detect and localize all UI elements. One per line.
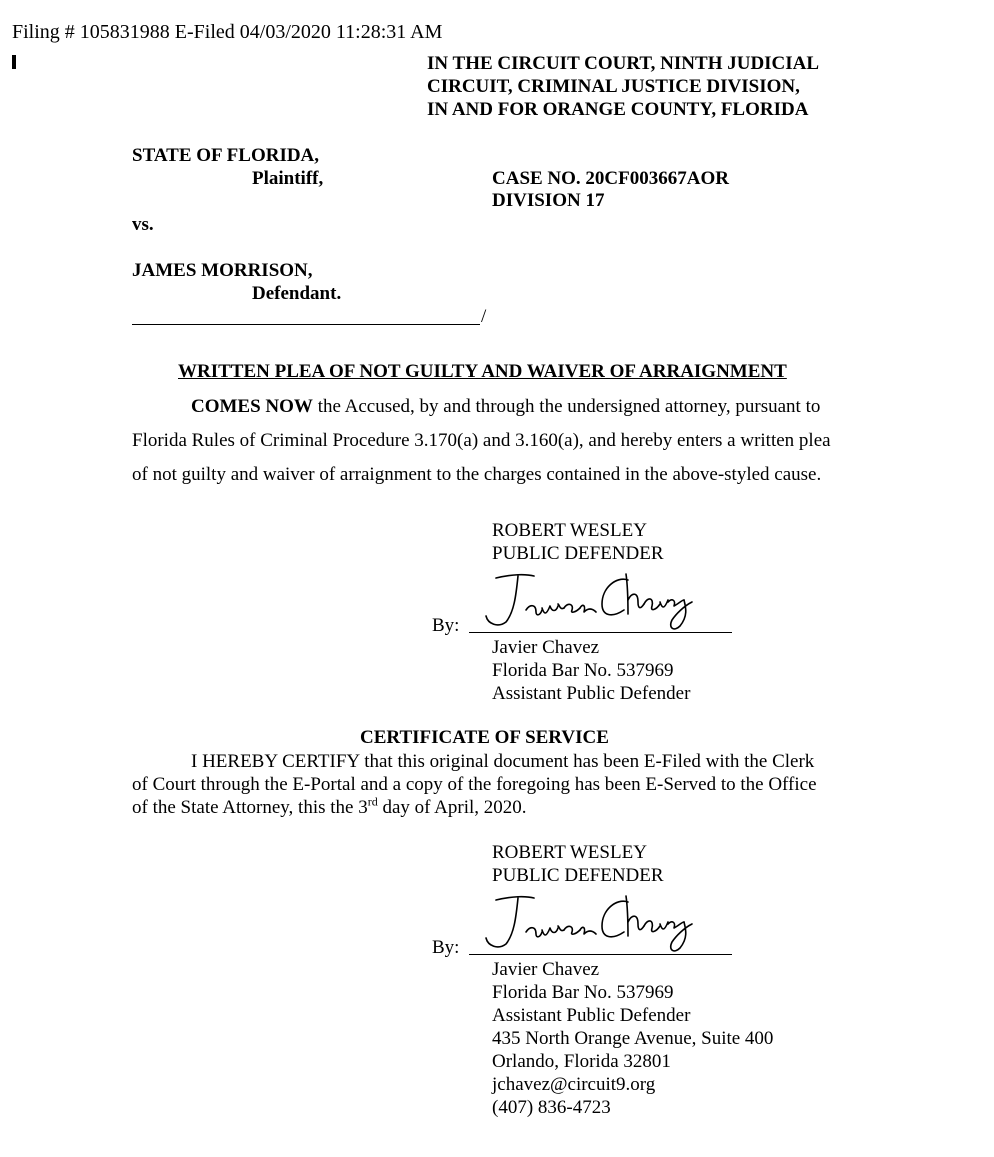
- plea-line-1-rest: the Accused, by and through the undersigned attorney, pursuant to: [312, 396, 821, 417]
- signature-line: [469, 954, 732, 955]
- caption-divider-line: [132, 324, 480, 325]
- certificate-title: CERTIFICATE OF SERVICE: [360, 727, 609, 748]
- versus-label: vs.: [132, 214, 154, 235]
- certificate-line-3-post: day of April, 2020.: [377, 797, 527, 818]
- attorney-name: Javier Chavez: [492, 959, 600, 980]
- signature-line: [469, 632, 732, 633]
- court-line: CIRCUIT, CRIMINAL JUSTICE DIVISION,: [427, 76, 800, 97]
- signature-block-2-attorney: [492, 958, 773, 1119]
- plaintiff-role: Plaintiff,: [252, 168, 324, 189]
- defendant-name: JAMES MORRISON,: [132, 260, 313, 281]
- court-line: IN AND FOR ORANGE COUNTY, FLORIDA: [427, 99, 809, 120]
- office-name: ROBERT WESLEY: [492, 520, 647, 541]
- caption-slash: /: [481, 306, 487, 327]
- attorney-signature: [478, 566, 698, 636]
- certificate-line-1: I HEREBY CERTIFY that this original document has been E-Filed with the Clerk: [191, 751, 815, 772]
- office-title: PUBLIC DEFENDER: [492, 865, 664, 886]
- plea-paragraph-line-3: of not guilty and waiver of arraignment to the charges contained in the above-styled cause.: [132, 464, 822, 485]
- by-label: By:: [432, 937, 460, 958]
- office-title: PUBLIC DEFENDER: [492, 543, 664, 564]
- plea-lead: COMES NOW: [191, 396, 313, 417]
- signature-block-2-office: [492, 841, 664, 887]
- division-number: DIVISION 17: [492, 190, 605, 211]
- phone: (407) 836-4723: [492, 1097, 611, 1118]
- certificate-line-3-pre: of the State Attorney, this the 3: [132, 797, 368, 818]
- signature-block-1-attorney: [492, 636, 690, 705]
- defendant-role: Defendant.: [252, 283, 342, 304]
- plea-paragraph-line-1: [191, 396, 820, 418]
- ordinal-suffix: rd: [367, 794, 378, 809]
- attorney-signature: [478, 888, 698, 958]
- attorney-title: Assistant Public Defender: [492, 1005, 691, 1026]
- bar-number: Florida Bar No. 537969: [492, 660, 674, 681]
- address-line-1: 435 North Orange Avenue, Suite 400: [492, 1028, 774, 1049]
- certificate-line-3: [132, 796, 527, 819]
- address-line-2: Orlando, Florida 32801: [492, 1051, 671, 1072]
- document-title: WRITTEN PLEA OF NOT GUILTY AND WAIVER OF ARRAIGNMENT: [178, 361, 787, 382]
- attorney-name: Javier Chavez: [492, 637, 600, 658]
- bar-number: Florida Bar No. 537969: [492, 982, 674, 1003]
- email: jchavez@circuit9.org: [492, 1074, 656, 1095]
- case-number: CASE NO. 20CF003667AOR: [492, 168, 729, 189]
- court-heading: [427, 52, 819, 121]
- filing-stamp: Filing # 105831988 E-Filed 04/03/2020 11:28:31 AM: [12, 21, 443, 43]
- plea-paragraph-line-2: Florida Rules of Criminal Procedure 3.170(a) and 3.160(a), and hereby enters a written plea: [132, 430, 831, 451]
- attorney-title: Assistant Public Defender: [492, 683, 691, 704]
- by-label: By:: [432, 615, 460, 636]
- plaintiff-name: STATE OF FLORIDA,: [132, 145, 320, 166]
- office-name: ROBERT WESLEY: [492, 842, 647, 863]
- signature-block-1-office: [492, 519, 664, 565]
- text-cursor-mark: [12, 55, 16, 69]
- court-line: IN THE CIRCUIT COURT, NINTH JUDICIAL: [427, 53, 820, 74]
- certificate-line-2: of Court through the E-Portal and a copy of the foregoing has been E-Served to the Office: [132, 774, 817, 795]
